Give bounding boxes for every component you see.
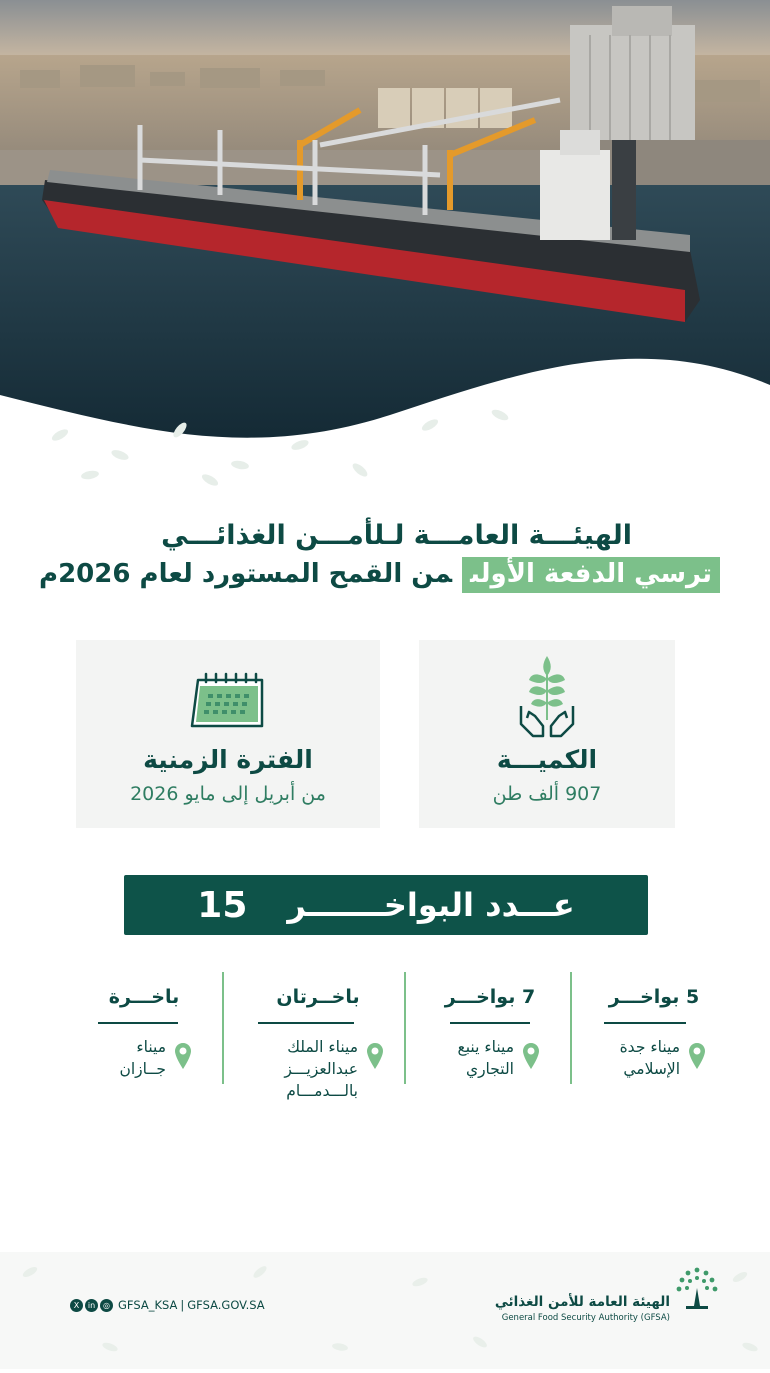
period-value: من أبريل إلى مايو 2026: [130, 783, 326, 805]
ship-at-port-image: [0, 0, 770, 440]
x-icon[interactable]: X: [70, 1299, 83, 1312]
logo-english-name: General Food Security Authority (GFSA): [501, 1313, 670, 1323]
social-links: [70, 1298, 265, 1312]
headline-highlight: ترسي الدفعة الأولى: [462, 557, 720, 593]
period-card: [76, 640, 380, 828]
linkedin-icon[interactable]: in: [85, 1299, 98, 1312]
hero-photo: [0, 0, 770, 440]
location-pin-icon: [366, 1042, 384, 1070]
port-underline: [258, 1022, 354, 1024]
port-name-line: بالـــدمـــام: [286, 1082, 358, 1100]
port-yanbu: [426, 972, 554, 1084]
footer-separator: |: [180, 1298, 185, 1312]
port-underline: [604, 1022, 686, 1024]
port-name: [284, 1036, 358, 1102]
port-name-line: الإسلامي: [623, 1060, 680, 1078]
port-name-line: ميناء: [136, 1038, 166, 1056]
headline-line-1: الهيئـــة العامـــة لـلأمـــن الغذائـــي: [161, 520, 632, 551]
port-jeddah: [594, 972, 714, 1084]
port-jazan: [84, 972, 204, 1084]
port-name-line: ميناء جدة: [619, 1038, 680, 1056]
port-divider: [570, 972, 572, 1084]
port-name: [620, 1036, 680, 1080]
port-name: [457, 1036, 514, 1080]
port-name-line: عبدالعزيـــز: [284, 1060, 358, 1078]
period-title: الفترة الزمنية: [143, 745, 313, 774]
port-count: باخـــرة: [108, 986, 180, 1008]
location-pin-icon: [522, 1042, 540, 1070]
port-divider: [404, 972, 406, 1084]
gfsa-logo: [494, 1266, 720, 1326]
ships-count: 15: [197, 884, 248, 926]
headline-rest: من القمح المستورد لعام 2026م: [39, 559, 453, 589]
port-underline: [98, 1022, 178, 1024]
ships-count-banner: [124, 875, 648, 935]
website-link[interactable]: GFSA.GOV.SA: [187, 1298, 265, 1312]
ships-label: عـــدد البواخـــــــر: [287, 886, 575, 924]
headline: [39, 520, 720, 589]
social-handle[interactable]: GFSA_KSA: [118, 1298, 178, 1312]
port-name-line: ميناء ينبع: [457, 1038, 514, 1056]
port-name-line: جــازان: [119, 1060, 166, 1078]
port-count: 5 بواخـــر: [608, 986, 700, 1008]
port-count: باخــرتان: [276, 986, 360, 1008]
logo-arabic-name: الهيئة العامة للأمن الغذائي: [494, 1294, 670, 1310]
port-underline: [450, 1022, 530, 1024]
wheat-in-hands-icon: [517, 654, 577, 740]
quantity-value: 907 ألف طن: [492, 783, 602, 805]
calendar-icon: [190, 672, 266, 728]
quantity-card: [419, 640, 675, 828]
port-name-line: ميناء الملك: [287, 1038, 358, 1056]
location-pin-icon: [174, 1042, 192, 1070]
gfsa-emblem-icon: [674, 1266, 720, 1312]
instagram-icon[interactable]: ◎: [100, 1299, 113, 1312]
quantity-title: الكميـــة: [496, 745, 598, 774]
headline-line-2: [39, 559, 720, 589]
location-pin-icon: [688, 1042, 706, 1070]
port-dammam: [244, 972, 392, 1100]
port-count: 7 بواخـــر: [444, 986, 536, 1008]
port-divider: [222, 972, 224, 1084]
port-name: [119, 1036, 166, 1080]
port-name-line: التجاري: [465, 1060, 514, 1078]
ports-breakdown: [74, 972, 714, 1100]
